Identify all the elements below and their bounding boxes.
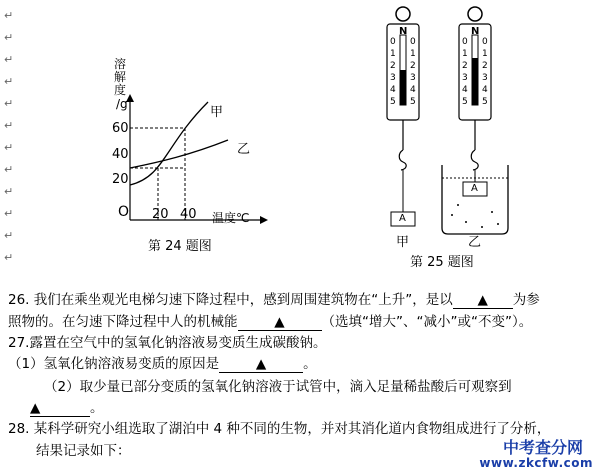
paragraph-mark-icon: ↵ bbox=[4, 163, 14, 176]
scale-jia-tick-0r: 0 bbox=[410, 37, 416, 47]
graph-xlabel: 温度℃ bbox=[212, 211, 250, 225]
scale-yi-tick-2r: 2 bbox=[482, 61, 488, 71]
weight-a-label-jia: A bbox=[399, 213, 406, 224]
scale-jia-tick-3: 3 bbox=[390, 73, 396, 83]
paragraph-mark-icon: ↵ bbox=[4, 53, 14, 66]
graph-curve-jia-label: 甲 bbox=[210, 105, 224, 120]
curve-yi bbox=[130, 140, 228, 168]
paragraph-mark-icon: ↵ bbox=[4, 31, 14, 44]
scale-jia-tick-3r: 3 bbox=[410, 73, 416, 83]
paragraph-mark-icon: ↵ bbox=[4, 141, 14, 154]
q26-blank-2: ▲ bbox=[238, 316, 322, 331]
scale-jia-tick-5r: 5 bbox=[410, 97, 416, 107]
scale-jia-tick-4: 4 bbox=[390, 85, 396, 95]
graph-origin: O bbox=[118, 204, 130, 220]
scale-jia-top-mark: N bbox=[399, 26, 408, 37]
figure-25-caption: 第 25 题图 bbox=[410, 255, 474, 270]
q27-part1-text: （1）氢氧化钠溶液易变质的原因是 bbox=[8, 356, 220, 372]
scale-yi-tick-4: 4 bbox=[462, 85, 468, 95]
q27-title: 27.露置在空气中的氢氧化钠溶液易变质生成碳酸钠。 bbox=[8, 335, 327, 351]
q27-part2: （2）取少量已部分变质的氢氧化钠溶液于试管中，滴入足量稀盐酸后可观察到 bbox=[44, 379, 512, 395]
scale-yi-tick-4r: 4 bbox=[482, 85, 488, 95]
scale-yi-tick-0: 0 bbox=[462, 37, 468, 47]
curve-jia bbox=[130, 102, 208, 185]
paragraph-mark-icon: ↵ bbox=[4, 229, 14, 242]
scale-yi-tick-5r: 5 bbox=[482, 97, 488, 107]
q27-part2-line2: ▲ 。 bbox=[30, 400, 104, 416]
paragraph-mark-icon: ↵ bbox=[4, 185, 14, 198]
scale-jia-tick-1r: 1 bbox=[410, 49, 416, 59]
graph-curve-yi-label: 乙 bbox=[237, 142, 251, 157]
graph-xtick-20: 20 bbox=[152, 207, 169, 222]
q27-blank-2: ▲ bbox=[30, 402, 90, 417]
scale-yi-tick-3r: 3 bbox=[482, 73, 488, 83]
q26-line1 bbox=[8, 294, 540, 309]
scale-yi-label: 乙 bbox=[468, 235, 482, 250]
q26-line2-text: 照物的。在匀速下降过程中人的机械能 bbox=[8, 314, 238, 330]
q26-line2-end: （选填“增大”、“减小”或“不变”）。 bbox=[321, 314, 533, 330]
scale-jia-tick-0: 0 bbox=[390, 37, 396, 47]
paragraph-mark-icon: ↵ bbox=[4, 97, 14, 110]
graph-ytick-40: 40 bbox=[112, 147, 129, 162]
q26-line1-end: 为参 bbox=[512, 292, 540, 308]
figure-24-caption: 第 24 题图 bbox=[148, 239, 212, 254]
paragraph-mark-icon: ↵ bbox=[4, 119, 14, 132]
spring-scale-figure bbox=[370, 0, 520, 275]
scale-yi-tick-1r: 1 bbox=[482, 49, 488, 59]
graph-ylabel-1: 溶 bbox=[114, 57, 127, 71]
weight-a-label-yi: A bbox=[471, 183, 478, 194]
scale-yi-top-mark: N bbox=[471, 26, 480, 37]
paragraph-mark-icon: ↵ bbox=[4, 9, 14, 22]
paragraph-mark-icon: ↵ bbox=[4, 75, 14, 88]
paragraph-mark-icon: ↵ bbox=[4, 207, 14, 220]
scale-jia-tick-1: 1 bbox=[390, 49, 396, 59]
graph-ytick-20: 20 bbox=[112, 172, 129, 187]
q26-line1-text: 26. 我们在乘坐观光电梯匀速下降过程中，感到周围建筑物在“上升”，是以 bbox=[8, 292, 453, 308]
q27-blank-1: ▲ bbox=[219, 358, 303, 373]
q28-line2: 结果记录如下： bbox=[36, 443, 131, 459]
graph-ytick-60: 60 bbox=[112, 121, 129, 136]
graph-ylabel-3: 度 bbox=[114, 83, 127, 97]
spring-scale-yi bbox=[442, 7, 508, 234]
scale-jia-label: 甲 bbox=[396, 235, 410, 250]
graph-ylabel-2: 解 bbox=[114, 70, 127, 84]
scale-yi-tick-0r: 0 bbox=[482, 37, 488, 47]
scale-jia-tick-4r: 4 bbox=[410, 85, 416, 95]
q28-line1: 28. 某科学研究小组选取了湖泊中 4 种不同的生物，并对其消化道内食物组成进行了分析， bbox=[8, 421, 551, 437]
scale-yi-tick-3: 3 bbox=[462, 73, 468, 83]
scale-jia-tick-2: 2 bbox=[390, 61, 396, 71]
scale-yi-tick-5: 5 bbox=[462, 97, 468, 107]
watermark-url: www.zkcfw.com bbox=[479, 456, 593, 470]
paragraph-mark-icon: ↵ bbox=[4, 251, 14, 264]
solubility-graph bbox=[100, 40, 270, 260]
q26-blank-1: ▲ bbox=[453, 294, 513, 309]
scale-yi-tick-1: 1 bbox=[462, 49, 468, 59]
scale-jia-tick-5: 5 bbox=[390, 97, 396, 107]
graph-ylabel-4: /g bbox=[116, 97, 128, 111]
watermark-name: 中考查分网 bbox=[502, 438, 583, 457]
q26-line2 bbox=[8, 316, 532, 331]
graph-xtick-40: 40 bbox=[180, 207, 197, 222]
scale-yi-tick-2: 2 bbox=[462, 61, 468, 71]
q27-part1: （1）氢氧化钠溶液易变质的原因是 ▲ 。 bbox=[8, 356, 317, 372]
scale-jia-tick-2r: 2 bbox=[410, 61, 416, 71]
